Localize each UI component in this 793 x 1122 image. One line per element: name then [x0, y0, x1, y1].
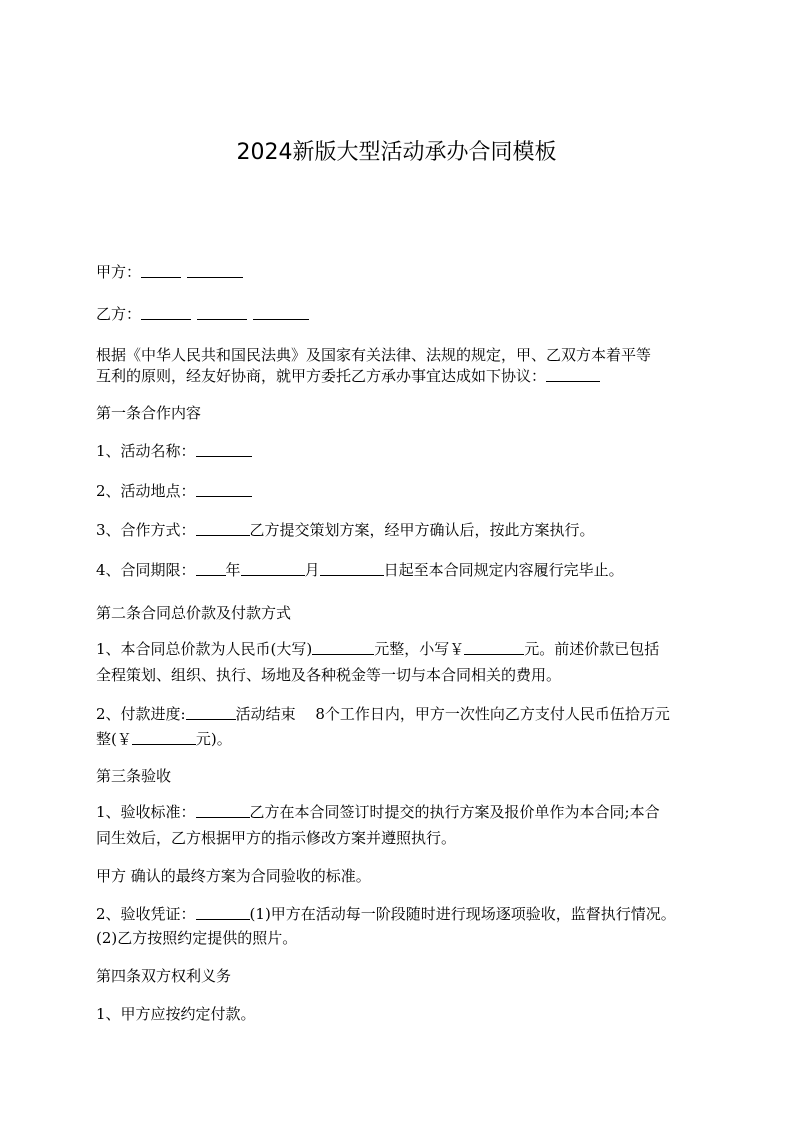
blank-field [196, 521, 250, 536]
clause-1-1 [96, 441, 716, 461]
clause-text: 乙方提交策划方案，经甲方确认后，按此方案执行。 [249, 521, 595, 539]
blank-field [320, 561, 384, 576]
clause-text: (1)甲方在活动每一阶段随时进行现场逐项验收，监督执行情况。 [249, 905, 676, 923]
clause-text: 2、验收凭证： [96, 905, 196, 923]
clause-2-1 [96, 639, 716, 659]
clause-1-3 [96, 520, 716, 540]
clause-4-1: 1、甲方应按约定付款。 [96, 1005, 256, 1023]
blank-field [241, 561, 305, 576]
clause-text: 2、活动地点： [96, 482, 196, 500]
section-2-title: 第二条合同总价款及付款方式 [96, 604, 292, 622]
clause-text: 2、付款进度: [96, 705, 186, 723]
clause-text: 4、合同期限： [96, 561, 196, 579]
intro-line-2 [96, 366, 716, 386]
clause-text: 日起至本合同规定内容履行完毕止。 [383, 561, 624, 579]
party-a-label: 甲方： [96, 263, 142, 281]
blank-field [187, 263, 243, 278]
clause-2-2 [96, 704, 716, 724]
blank-field [186, 705, 236, 720]
clause-2-2-cont [96, 729, 716, 749]
clause-text: 乙方在本合同签订时提交的执行方案及报价单作为本合同;本合 [249, 803, 660, 821]
party-b-label: 乙方： [96, 305, 142, 323]
blank-field [141, 263, 181, 278]
blank-field [196, 442, 252, 457]
clause-3-1 [96, 802, 716, 822]
blank-field [312, 640, 374, 655]
blank-field [196, 482, 252, 497]
clause-text: 元整，小写￥ [374, 640, 465, 658]
clause-3-2 [96, 904, 716, 924]
clause-3-2-cont: (2)乙方按照约定提供的照片。 [96, 929, 298, 947]
blank-field [197, 305, 247, 320]
clause-text: 年 [225, 561, 241, 579]
blank-field [132, 730, 196, 745]
clause-text: 3、合作方式： [96, 521, 196, 539]
blank-field [141, 305, 191, 320]
blank-field [253, 305, 309, 320]
intro-line-1: 根据《中华人民共和国民法典》及国家有关法律、法规的规定，甲、乙双方本着平等 [96, 346, 652, 364]
party-b-line [96, 304, 716, 324]
clause-3-note: 甲方 确认的最终方案为合同验收的标准。 [96, 867, 371, 885]
blank-field [196, 803, 250, 818]
clause-3-1-cont: 同生效后，乙方根据甲方的指示修改方案并遵照执行。 [96, 829, 457, 847]
section-1-title: 第一条合作内容 [96, 404, 202, 422]
clause-text: 月 [304, 561, 320, 579]
intro-text: 互利的原则，经友好协商，就甲方委托乙方承办事宜达成如下协议： [96, 367, 547, 385]
blank-field [464, 640, 524, 655]
clause-1-2 [96, 481, 716, 501]
clause-text: 1、验收标准： [96, 803, 196, 821]
clause-text: 活动结束 8个工作日内，甲方一次性向乙方支付人民币伍拾万元 [235, 705, 670, 723]
clause-text: 1、活动名称： [96, 442, 196, 460]
section-4-title: 第四条双方权利义务 [96, 967, 232, 985]
clause-text: 元。前述价款已包括 [524, 640, 660, 658]
clause-1-4 [96, 560, 716, 580]
party-a-line [96, 262, 716, 282]
blank-field [196, 905, 250, 920]
blank-field [196, 561, 226, 576]
section-3-title: 第三条验收 [96, 767, 172, 785]
clause-text: 整(￥ [96, 730, 132, 748]
document-title: 2024新版大型活动承办合同模板 [236, 140, 557, 165]
clause-text: 元)。 [195, 730, 232, 748]
blank-field [546, 367, 600, 382]
clause-2-1-cont: 全程策划、组织、执行、场地及各种税金等一切与本合同相关的费用。 [96, 666, 562, 684]
clause-text: 1、本合同总价款为人民币(大写) [96, 640, 313, 658]
